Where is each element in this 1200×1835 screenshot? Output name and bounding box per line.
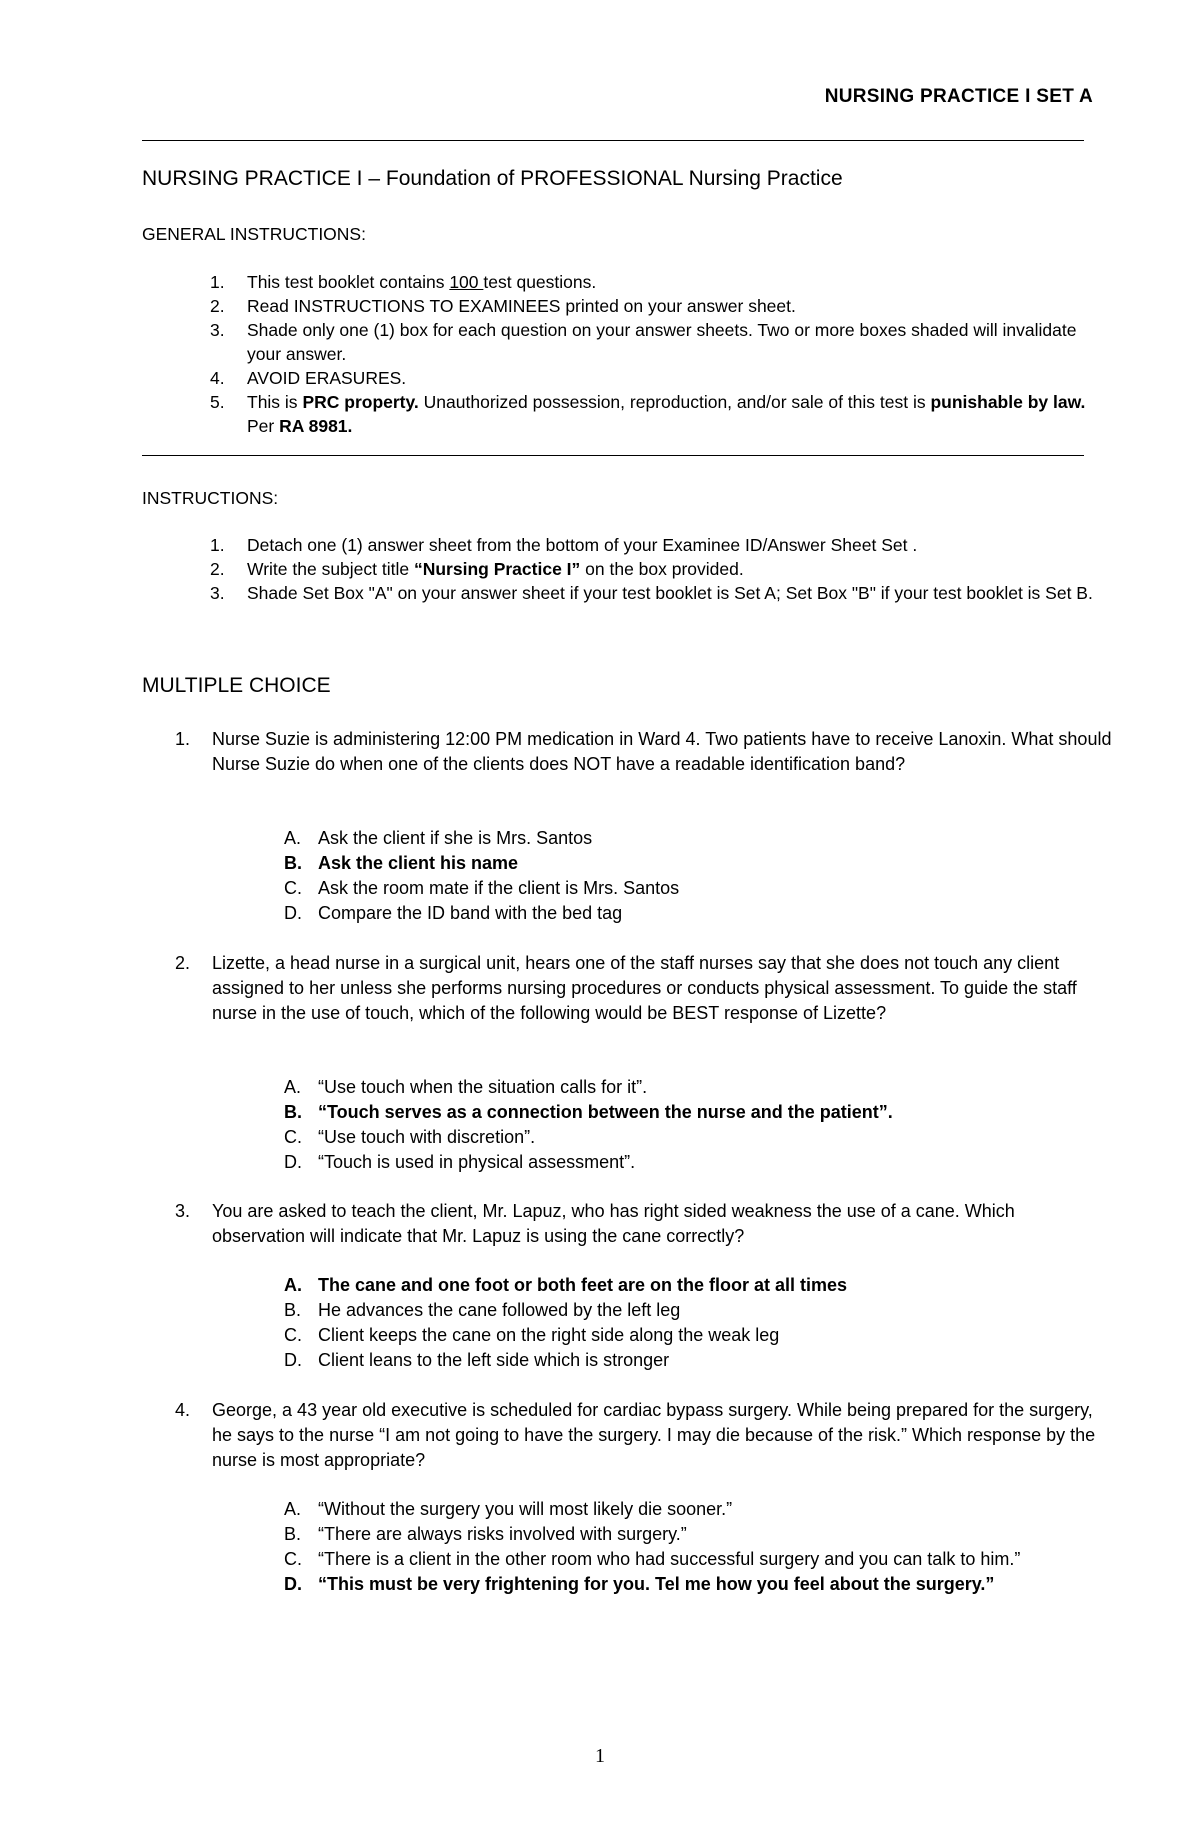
question-3 [175, 1199, 1112, 1249]
question-text: You are asked to teach the client, Mr. Lapuz, who has right sided weakness the use of a cane. Which observation will indicate that Mr. Lapuz is using the cane correctly? [212, 1201, 1015, 1246]
option-letter: B. [284, 1102, 302, 1122]
answer-option [284, 1323, 1118, 1348]
option-letter: C. [284, 1325, 302, 1345]
answer-option-correct [284, 1273, 1118, 1298]
option-text: Ask the room mate if the client is Mrs. Santos [318, 878, 680, 898]
option-letter: B. [284, 853, 302, 873]
general-instructions-heading: GENERAL INSTRUCTIONS: [142, 224, 366, 244]
question-1 [175, 727, 1112, 777]
option-text: Compare the ID band with the bed tag [318, 903, 623, 923]
option-letter: B. [284, 1300, 302, 1320]
option-text: “Use touch when the situation calls for it”. [318, 1077, 648, 1097]
set-title: NURSING PRACTICE I SET A [824, 86, 1093, 107]
question-4 [175, 1398, 1112, 1473]
option-letter: C. [284, 1127, 302, 1147]
question-4-options [284, 1497, 1118, 1597]
question-number: 1. [175, 729, 191, 749]
item-text: Read INSTRUCTIONS TO EXAMINEES printed on your answer sheet. [247, 296, 796, 316]
header-divider [142, 140, 1084, 141]
list-number: 2. [210, 559, 225, 579]
question-text: Lizette, a head nurse in a surgical unit, hears one of the staff nurses say that she does not touch any client assigned to her unless she performs nursing procedures or conducts physical assessment. To guide the staff nurse in the use of touch, which of the following would be BEST response of Lizette? [212, 953, 1077, 1023]
answer-option [284, 901, 1118, 926]
option-text: “Touch is used in physical assessment”. [318, 1152, 636, 1172]
option-text: Client leans to the left side which is stronger [318, 1350, 670, 1370]
option-text: Ask the client if she is Mrs. Santos [318, 828, 593, 848]
question-number: 4. [175, 1400, 191, 1420]
prc-property-text: PRC property. [302, 392, 419, 412]
question-2-options [284, 1075, 1118, 1175]
option-text: “Use touch with discretion”. [318, 1127, 536, 1147]
answer-option-correct [284, 1572, 1118, 1597]
option-letter: A. [284, 828, 302, 848]
list-item [210, 533, 1107, 557]
question-3-options [284, 1273, 1118, 1373]
answer-option [284, 1075, 1118, 1100]
question-count: 100 [449, 272, 484, 292]
list-item [210, 557, 1107, 581]
multiple-choice-heading: MULTIPLE CHOICE [142, 674, 331, 697]
general-instructions-list [210, 270, 1107, 438]
question-2 [175, 951, 1112, 1026]
list-number: 5. [210, 392, 225, 412]
option-letter: B. [284, 1524, 302, 1544]
list-number: 3. [210, 320, 225, 340]
list-item [210, 294, 1107, 318]
instructions-list [210, 533, 1107, 605]
item-text: test questions. [483, 272, 597, 292]
option-letter: D. [284, 903, 302, 923]
question-number: 3. [175, 1201, 191, 1221]
item-text: This is [247, 392, 303, 412]
question-1-options [284, 826, 1118, 926]
option-letter: D. [284, 1574, 302, 1594]
item-text: Shade only one (1) box for each question on your answer sheets. Two or more boxes shaded will invalidate your answer. [247, 320, 1077, 364]
option-letter: C. [284, 1549, 302, 1569]
option-letter: A. [284, 1275, 302, 1295]
answer-option [284, 1298, 1118, 1323]
item-text: Per [247, 416, 280, 436]
list-number: 1. [210, 535, 225, 555]
item-text: This test booklet contains [247, 272, 450, 292]
option-text: “Without the surgery you will most likely die sooner.” [318, 1499, 733, 1519]
list-number: 2. [210, 296, 225, 316]
answer-option [284, 1348, 1118, 1373]
section-divider [142, 455, 1084, 456]
list-item [210, 581, 1107, 605]
option-text: “There are always risks involved with surgery.” [318, 1524, 687, 1544]
item-text: on the box provided. [580, 559, 744, 579]
item-text: Unauthorized possession, reproduction, and/or sale of this test is [418, 392, 931, 412]
page-number: 1 [595, 1745, 605, 1767]
option-text: He advances the cane followed by the left leg [318, 1300, 681, 1320]
list-number: 1. [210, 272, 225, 292]
answer-option [284, 1547, 1118, 1572]
question-text: George, a 43 year old executive is scheduled for cardiac bypass surgery. While being prepared for the surgery, he says to the nurse “I am not going to have the surgery. I may die because of the risk.” Which response by the nurse is most appropriate? [212, 1400, 1096, 1470]
answer-option [284, 1150, 1118, 1175]
list-item [210, 366, 1107, 390]
answer-option [284, 1125, 1118, 1150]
answer-option-correct [284, 1100, 1118, 1125]
option-letter: D. [284, 1350, 302, 1370]
option-text: “Touch serves as a connection between the nurse and the patient”. [318, 1102, 893, 1122]
option-text: “There is a client in the other room who had successful surgery and you can talk to him.” [318, 1549, 1021, 1569]
option-text: The cane and one foot or both feet are on the floor at all times [318, 1275, 848, 1295]
instructions-heading: INSTRUCTIONS: [142, 488, 279, 508]
answer-option [284, 1497, 1118, 1522]
subject-title: “Nursing Practice I” [413, 559, 581, 579]
option-text: “This must be very frightening for you. Tel me how you feel about the surgery.” [318, 1574, 995, 1594]
punishable-text: punishable by law. [930, 392, 1086, 412]
answer-option [284, 1522, 1118, 1547]
list-number: 4. [210, 368, 225, 388]
option-text: Client keeps the cane on the right side along the weak leg [318, 1325, 780, 1345]
list-item [210, 318, 1107, 366]
answer-option [284, 876, 1118, 901]
answer-option-correct [284, 851, 1118, 876]
option-letter: D. [284, 1152, 302, 1172]
list-item [210, 390, 1107, 438]
item-text: AVOID ERASURES. [247, 368, 407, 388]
answer-option [284, 826, 1118, 851]
document-title: NURSING PRACTICE I – Foundation of PROFESSIONAL Nursing Practice [142, 167, 843, 190]
question-text: Nurse Suzie is administering 12:00 PM medication in Ward 4. Two patients have to receive Lanoxin. What should Nurse Suzie do when one of the clients does NOT have a readable identification band? [212, 729, 1112, 774]
item-text: Shade Set Box "A" on your answer sheet if your test booklet is Set A; Set Box "B" if your test booklet is Set B. [247, 583, 1093, 603]
option-letter: C. [284, 878, 302, 898]
option-letter: A. [284, 1077, 302, 1097]
option-letter: A. [284, 1499, 302, 1519]
item-text: Detach one (1) answer sheet from the bottom of your Examinee ID/Answer Sheet Set . [247, 535, 918, 555]
item-text: Write the subject title [247, 559, 414, 579]
question-number: 2. [175, 953, 191, 973]
list-number: 3. [210, 583, 225, 603]
list-item [210, 270, 1107, 294]
law-reference: RA 8981. [279, 416, 353, 436]
option-text: Ask the client his name [318, 853, 519, 873]
